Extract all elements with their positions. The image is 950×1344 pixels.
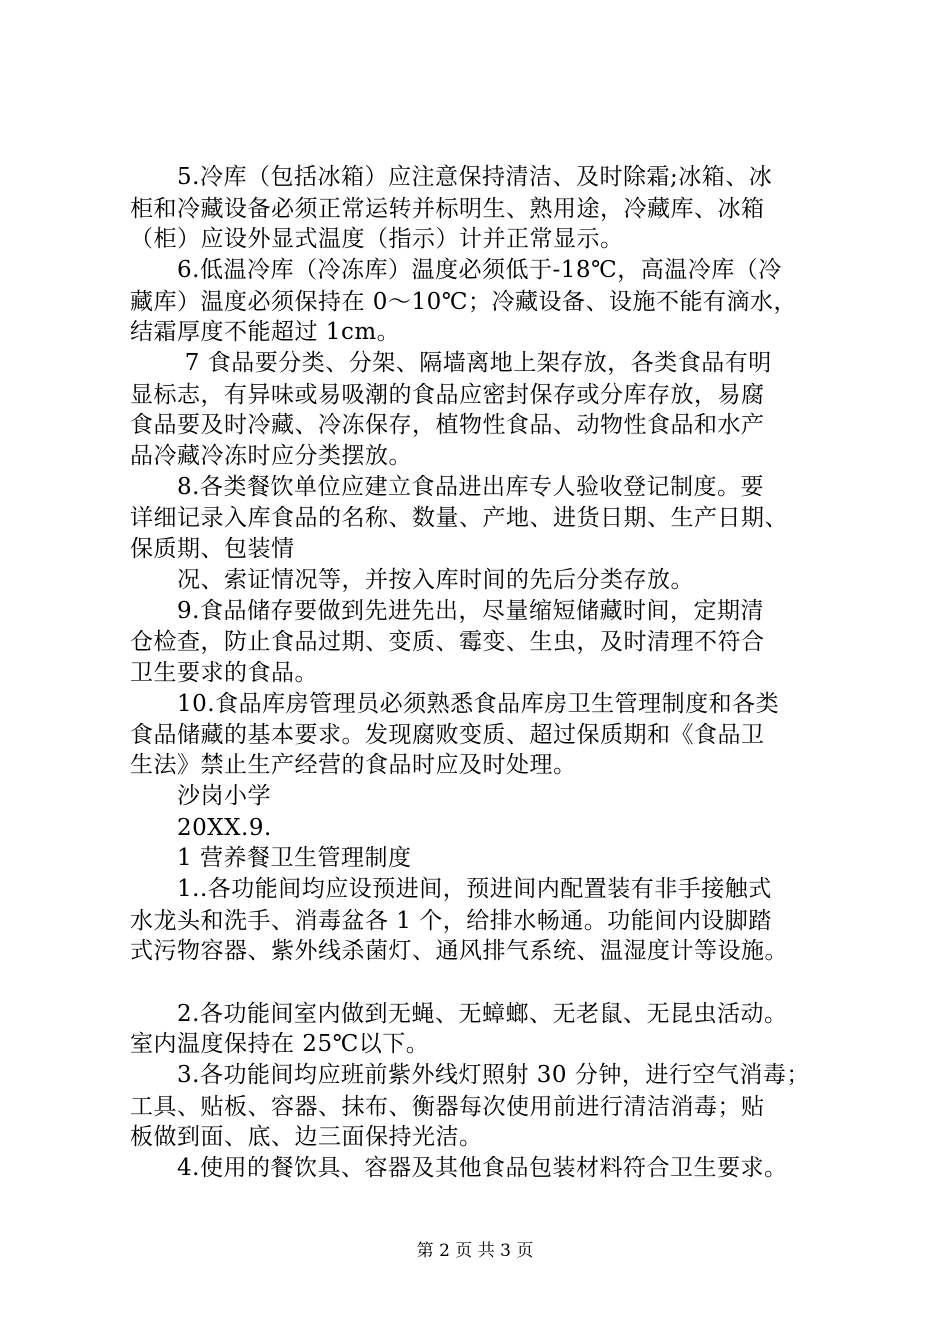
- text-line: 显标志，有异味或易吸潮的食品应密封保存或分库存放，易腐: [130, 382, 765, 408]
- text-line: 5.冷库（包括冰箱）应注意保持清洁、及时除霜;冰箱、冰: [130, 164, 773, 190]
- text-line: 3.各功能间均应班前紫外线灯照射 30 分钟，进行空气消毒；: [130, 1062, 810, 1088]
- text-line: 1..各功能间均应设预进间，预进间内配置装有非手接触式: [130, 876, 772, 902]
- text-line: 7 食品要分类、分架、隔墙离地上架存放，各类食品有明: [130, 350, 772, 376]
- text-line: （柜）应设外显式温度（指示）计并正常显示。: [130, 226, 624, 252]
- text-line: 1 营养餐卫生管理制度: [130, 845, 412, 871]
- text-line: 食品储藏的基本要求。发现腐败变质、超过保质期和《食品卫: [130, 722, 765, 748]
- text-line: 食品要及时冷藏、冷冻保存，植物性食品、动物性食品和水产: [130, 412, 765, 438]
- text-line: 卫生要求的食品。: [130, 660, 318, 686]
- text-line: 6.低温冷库（冷冻库）温度必须低于-18℃，高温冷库（冷: [130, 257, 782, 283]
- text-line: 柜和冷藏设备必须正常运转并标明生、熟用途，冷藏库、冰箱: [130, 196, 765, 222]
- text-line: 结霜厚度不能超过 1cm。: [130, 319, 401, 345]
- text-line: 10.食品库房管理员必须熟悉食品库房卫生管理制度和各类: [130, 691, 780, 717]
- text-line: 4.使用的餐饮具、容器及其他食品包装材料符合卫生要求。: [130, 1155, 788, 1181]
- text-line: 沙岗小学: [130, 783, 271, 809]
- text-line: 8.各类餐饮单位应建立食品进出库专人验收登记制度。要: [130, 474, 764, 500]
- text-line: 水龙头和洗手、消毒盆各 1 个，给排水畅通。功能间内设脚踏: [130, 908, 772, 934]
- text-line: 式污物容器、紫外线杀菌灯、通风排气系统、温湿度计等设施。: [130, 938, 788, 964]
- text-line: 2.各功能间室内做到无蝇、无蟑螂、无老鼠、无昆虫活动。: [130, 1001, 788, 1027]
- text-line: 室内温度保持在 25℃以下。: [130, 1031, 430, 1057]
- text-line: 详细记录入库食品的名称、数量、产地、进货日期、生产日期、: [130, 505, 788, 531]
- text-line: [130, 967, 850, 997]
- text-line: 况、索证情况等，并按入库时间的先后分类存放。: [130, 567, 694, 593]
- text-line: 生法》禁止生产经营的食品时应及时处理。: [130, 752, 577, 778]
- page-footer: 第 2 页 共 3 页: [416, 1241, 534, 1261]
- text-line: 20XX.9.: [130, 815, 272, 841]
- text-line: 藏库）温度必须保持在 0～10℃；冷藏设备、设施不能有滴水，: [130, 289, 797, 315]
- text-line: 9.食品储存要做到先进先出，尽量缩短储藏时间，定期清: [130, 598, 764, 624]
- text-line: 保质期、包装情: [130, 536, 295, 562]
- text-line: 仓检查，防止食品过期、变质、霉变、生虫，及时清理不符合: [130, 629, 765, 655]
- text-line: 工具、贴板、容器、抹布、衡器每次使用前进行清洁消毒；贴: [130, 1094, 765, 1120]
- text-line: 板做到面、底、边三面保持光洁。: [130, 1124, 483, 1150]
- text-line: 品冷藏冷冻时应分类摆放。: [130, 443, 412, 469]
